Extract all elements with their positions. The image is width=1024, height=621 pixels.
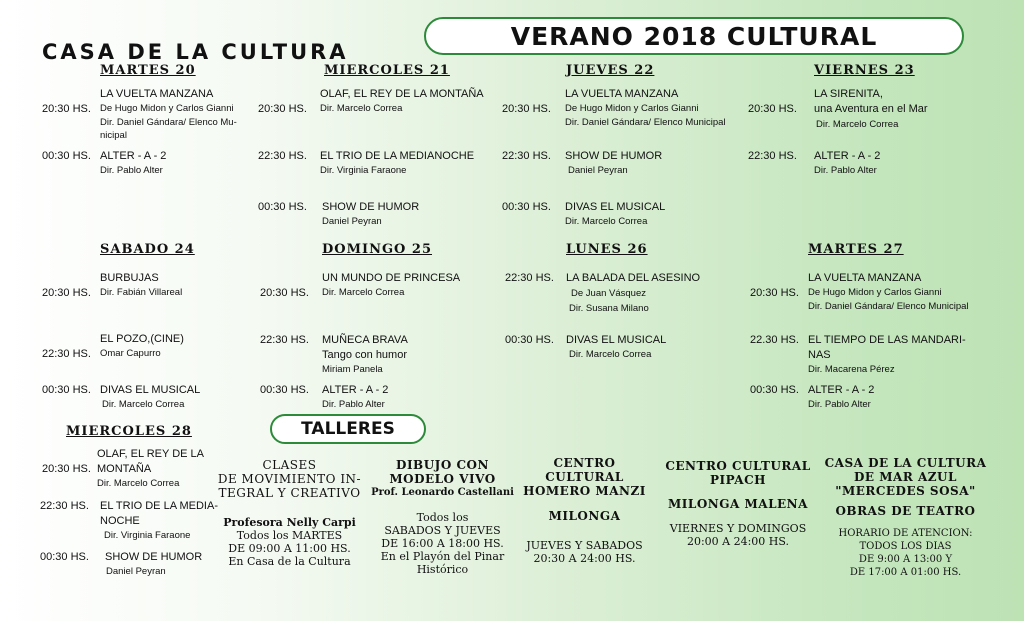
event-title: DIVAS EL MUSICAL: [566, 334, 667, 346]
day-heading: DOMINGO 25: [322, 242, 432, 257]
workshop-dibujo: [370, 458, 515, 576]
workshop-line: En Casa de la Cultura: [228, 555, 351, 568]
event-time: 20:30 HS.: [42, 103, 91, 115]
event-title: LA VUELTA MANZANA: [100, 88, 214, 100]
event-title: SHOW DE HUMOR: [105, 551, 203, 563]
event-title: OLAF, EL REY DE LA: [97, 448, 204, 460]
event-banner: [424, 17, 964, 55]
event-time: 22:30 HS.: [748, 150, 797, 162]
workshop-line: 20:00 A 24:00 HS.: [686, 535, 790, 548]
workshop-line: Todos los MARTES: [236, 529, 343, 542]
event-credit: Miriam Panela: [322, 364, 383, 375]
event-time: 22.30 HS.: [750, 334, 799, 346]
workshop-line: En el Playón del Pinar: [380, 550, 505, 563]
day-heading: SABADO 24: [100, 242, 195, 257]
workshop-head: HOMERO MANZI: [523, 484, 646, 498]
event-title: ALTER - A - 2: [100, 150, 167, 162]
event-time: 20:30 HS.: [748, 103, 797, 115]
workshop-head: DE MOVIMIENTO IN-: [217, 472, 362, 486]
event-credit: Omar Capurro: [100, 348, 161, 359]
workshop-line: Histórico: [416, 563, 469, 576]
event-time: 00:30 HS.: [40, 551, 89, 563]
event-credit: Dir. Marcelo Correa: [816, 119, 899, 130]
workshop-head: DE MAR AZUL: [854, 470, 957, 484]
event-subtitle: MONTAÑA: [97, 463, 152, 475]
workshop-head: CASA DE LA CULTURA: [824, 456, 987, 470]
event-credit: Dir. Marcelo Correa: [569, 349, 652, 360]
workshop-line: TODOS LOS DIAS: [859, 541, 952, 552]
event-time: 00:30 HS.: [258, 201, 307, 213]
event-credit: Dir. Marcelo Correa: [565, 216, 648, 227]
event-credit: Dir. Daniel Gándara/ Elenco Mu-: [100, 117, 237, 128]
workshop-head: PIPACH: [710, 473, 766, 487]
workshop-head: DIBUJO CON: [396, 458, 489, 472]
workshop-head: CENTRO CULTURAL: [545, 456, 624, 484]
workshop-line: 20:30 A 24:00 HS.: [533, 552, 636, 565]
day-heading: VIERNES 23: [814, 63, 915, 78]
event-time: 20:30 HS.: [42, 287, 91, 299]
workshop-line: Profesora Nelly Carpi: [223, 516, 356, 529]
workshop-head: "MERCEDES SOSA": [835, 484, 976, 498]
event-title: ALTER - A - 2: [808, 384, 875, 396]
event-credit: Dir. Pablo Alter: [322, 399, 385, 410]
event-title: OLAF, EL REY DE LA MONTAÑA: [320, 88, 484, 100]
event-title: EL TIEMPO DE LAS MANDARI-: [808, 334, 966, 346]
workshop-line: SABADOS Y JUEVES: [384, 524, 501, 537]
workshop-line: DE 16:00 A 18:00 HS.: [381, 537, 504, 550]
day-heading: JUEVES 22: [566, 63, 655, 78]
event-time: 00:30 HS.: [750, 384, 799, 396]
event-credit: Daniel Peyran: [322, 216, 382, 227]
event-credit: Dir. Fabián Villareal: [100, 287, 183, 298]
event-time: 20:30 HS.: [42, 463, 91, 475]
event-credit: Dir. Pablo Alter: [808, 399, 871, 410]
banner-title: VERANO 2018 CULTURAL: [510, 21, 878, 51]
event-subtitle: una Aventura en el Mar: [814, 103, 928, 115]
event-time: 20:30 HS.: [260, 287, 309, 299]
event-time: 20:30 HS.: [502, 103, 551, 115]
workshop-line: DE 9:00 A 13:00 Y: [858, 554, 953, 565]
event-subtitle: NOCHE: [100, 515, 140, 527]
event-time: 00:30 HS.: [260, 384, 309, 396]
event-title: ALTER - A - 2: [322, 384, 389, 396]
event-title: ALTER - A - 2: [814, 150, 881, 162]
event-title: BURBUJAS: [100, 272, 159, 284]
event-credit: Dir. Marcelo Correa: [102, 399, 185, 410]
event-title: DIVAS EL MUSICAL: [565, 201, 666, 213]
event-credit: Dir. Macarena Pérez: [808, 364, 895, 375]
workshop-head: MILONGA MALENA: [668, 497, 808, 511]
event-title: EL TRIO DE LA MEDIANOCHE: [320, 150, 475, 162]
event-credit: De Hugo Midon y Carlos Gianni: [808, 287, 942, 298]
workshop-head: Prof. Leonardo Castellani: [371, 487, 514, 498]
workshop-pipach: [663, 459, 813, 548]
event-time: 20:30 HS.: [750, 287, 799, 299]
workshop-mar-azul: [818, 456, 993, 579]
event-time: 22:30 HS.: [42, 348, 91, 360]
event-credit: Dir. Virginia Faraone: [104, 530, 191, 541]
event-subtitle: NAS: [808, 349, 831, 361]
workshop-head: MILONGA: [548, 509, 621, 523]
event-credit: Daniel Peyran: [106, 566, 166, 577]
workshop-line: VIERNES Y DOMINGOS: [669, 522, 807, 535]
event-credit: Dir. Virginia Faraone: [320, 165, 407, 176]
event-credit: Dir. Daniel Gándara/ Elenco Municipal: [808, 301, 969, 312]
workshop-head: TEGRAL Y CREATIVO: [218, 486, 361, 500]
event-time: 22:30 HS.: [258, 150, 307, 162]
event-credit: Dir. Pablo Alter: [814, 165, 877, 176]
day-heading: MIERCOLES 21: [324, 63, 450, 78]
event-title: EL POZO,(CINE): [100, 333, 184, 345]
event-time: 20:30 HS.: [258, 103, 307, 115]
workshop-line: HORARIO DE ATENCION:: [838, 528, 973, 539]
workshop-line: Todos los: [416, 511, 469, 524]
event-title: DIVAS EL MUSICAL: [100, 384, 201, 396]
event-time: 22:30 HS.: [40, 500, 89, 512]
event-title: MUÑECA BRAVA: [322, 334, 408, 346]
event-time: 22:30 HS.: [502, 150, 551, 162]
event-title: LA SIRENITA,: [814, 88, 883, 100]
event-title: LA BALADA DEL ASESINO: [566, 272, 701, 284]
event-subtitle: Tango con humor: [322, 349, 407, 361]
event-credit: Dir. Pablo Alter: [100, 165, 163, 176]
workshop-line: DE 09:00 A 11:00 HS.: [228, 542, 351, 555]
event-title: EL TRIO DE LA MEDIA-: [100, 500, 218, 512]
event-time: 22:30 HS.: [260, 334, 309, 346]
event-title: SHOW DE HUMOR: [322, 201, 420, 213]
event-time: 00:30 HS.: [502, 201, 551, 213]
workshop-line: DE 17:00 A 01:00 HS.: [849, 567, 962, 578]
day-heading: MARTES 20: [100, 63, 196, 78]
event-credit: Dir. Marcelo Correa: [320, 103, 403, 114]
talleres-label: TALLERES: [301, 419, 395, 439]
workshop-head: CENTRO CULTURAL: [665, 459, 811, 473]
event-credit: nicipal: [100, 130, 127, 141]
workshop-head: CLASES: [262, 458, 317, 472]
event-time: 00:30 HS.: [42, 150, 91, 162]
day-heading: MARTES 27: [808, 242, 904, 257]
workshop-head: MODELO VIVO: [389, 472, 496, 486]
workshop-line: JUEVES Y SABADOS: [526, 539, 643, 552]
event-credit: Dir. Marcelo Correa: [97, 478, 180, 489]
event-credit: De Juan Vásquez: [571, 288, 646, 299]
event-title: LA VUELTA MANZANA: [565, 88, 679, 100]
event-credit: Dir. Marcelo Correa: [322, 287, 405, 298]
event-title: UN MUNDO DE PRINCESA: [322, 272, 461, 284]
day-heading: MIERCOLES 28: [66, 424, 192, 439]
workshop-homero-manzi: [512, 456, 657, 565]
event-title: LA VUELTA MANZANA: [808, 272, 922, 284]
organization-title: CASA DE LA CULTURA: [42, 40, 349, 64]
workshop-head: OBRAS DE TEATRO: [835, 504, 976, 518]
day-heading: LUNES 26: [566, 242, 648, 257]
event-credit: Dir. Daniel Gándara/ Elenco Municipal: [565, 117, 726, 128]
talleres-badge: [270, 414, 426, 444]
event-title: SHOW DE HUMOR: [565, 150, 663, 162]
workshop-movimiento: [212, 458, 367, 568]
event-time: 00:30 HS.: [505, 334, 554, 346]
event-time: 00:30 HS.: [42, 384, 91, 396]
event-time: 22:30 HS.: [505, 272, 554, 284]
event-credit: Daniel Peyran: [568, 165, 628, 176]
event-credit: Dir. Susana Milano: [569, 303, 649, 314]
event-credit: De Hugo Midon y Carlos Gianni: [100, 103, 234, 114]
event-credit: De Hugo Midon y Carlos Gianni: [565, 103, 699, 114]
